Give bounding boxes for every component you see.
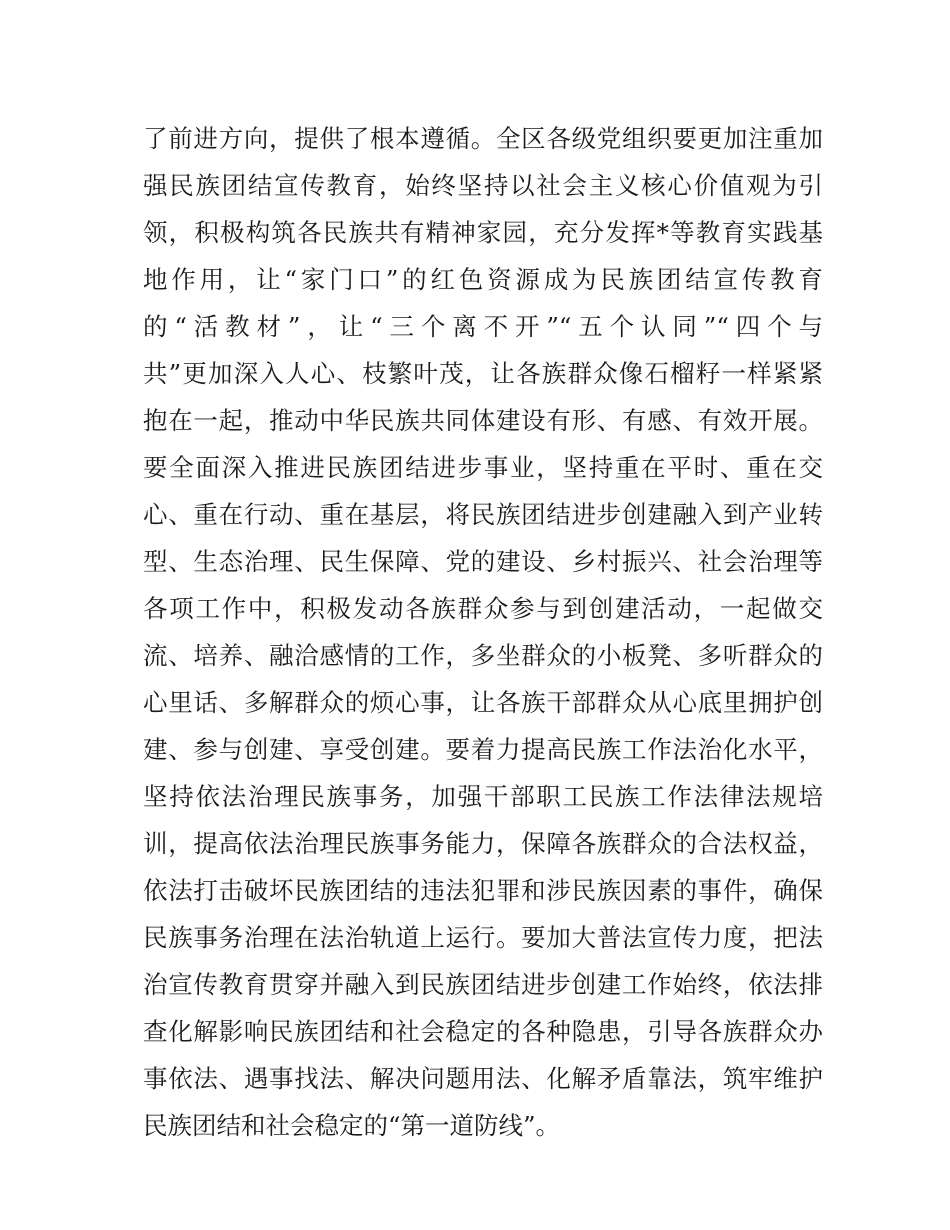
text-line-5: 的“活教材”，让“三个离不开”“五个认同”“四个与 — [143, 312, 823, 341]
text-line-10: 型、生态治理、民生保障、党的建设、乡村振兴、社会治理等 — [143, 547, 823, 576]
text-line-17: 依法打击破坏民族团结的违法犯罪和涉民族因素的事件，确保 — [143, 876, 823, 905]
text-line-3: 领，积极构筑各民族共有精神家园，充分发挥*等教育实践基 — [143, 218, 823, 247]
text-line-4: 地作用，让“家门口”的红色资源成为民族团结宣传教育 — [143, 265, 823, 294]
text-line-19: 治宣传教育贯穿并融入到民族团结进步创建工作始终，依法排 — [143, 970, 823, 999]
text-line-11: 各项工作中，积极发动各族群众参与到创建活动，一起做交 — [143, 594, 823, 623]
text-line-1: 了前进方向，提供了根本遵循。全区各级党组织要更加注重加 — [143, 124, 823, 153]
text-line-8: 要全面深入推进民族团结进步事业，坚持重在平时、重在交 — [143, 453, 823, 482]
text-line-9: 心、重在行动、重在基层，将民族团结进步创建融入到产业转 — [143, 500, 823, 529]
text-line-20: 查化解影响民族团结和社会稳定的各种隐患，引导各族群众办 — [143, 1017, 823, 1046]
text-line-14: 建、参与创建、享受创建。要着力提高民族工作法治化水平， — [143, 735, 823, 764]
text-line-2: 强民族团结宣传教育，始终坚持以社会主义核心价值观为引 — [143, 171, 823, 200]
text-line-21: 事依法、遇事找法、解决问题用法、化解矛盾靠法，筑牢维护 — [143, 1064, 823, 1093]
text-line-15: 坚持依法治理民族事务，加强干部职工民族工作法律法规培 — [143, 782, 823, 811]
body-paragraph — [143, 115, 823, 1149]
text-line-12: 流、培养、融洽感情的工作，多坐群众的小板凳、多听群众的 — [143, 641, 823, 670]
text-line-6: 共”更加深入人心、枝繁叶茂，让各族群众像石榴籽一样紧紧 — [143, 359, 823, 388]
text-line-22: 民族团结和社会稳定的“第一道防线”。 — [143, 1111, 561, 1140]
text-line-7: 抱在一起，推动中华民族共同体建设有形、有感、有效开展。 — [143, 406, 823, 435]
text-line-13: 心里话、多解群众的烦心事，让各族干部群众从心底里拥护创 — [143, 688, 823, 717]
text-line-16: 训，提高依法治理民族事务能力，保障各族群众的合法权益， — [143, 829, 823, 858]
text-line-18: 民族事务治理在法治轨道上运行。要加大普法宣传力度，把法 — [143, 923, 823, 952]
